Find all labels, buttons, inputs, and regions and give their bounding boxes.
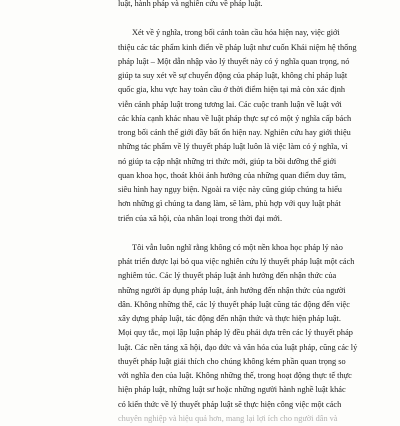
text-line: Xét về ý nghĩa, trong bối cảnh toàn cầu hóa hiện nay, việc giới [132, 28, 340, 38]
text-line: với nghĩa đen của luật. Không những thế, trong hoạt động thực tế thực [118, 371, 352, 380]
text-line: viễn cảnh pháp luật trong tương lai. Các cuộc tranh luận về luật với [118, 99, 342, 109]
text-line: luật. Các nền tảng xã hội, đạo đức và văn hóa của luật pháp, cũng các lý [118, 342, 358, 352]
text-line: hiện pháp luật, những luật sư hoặc những người hành nghề luật khác [118, 385, 346, 395]
text-line: nghiêm túc. Các lý thuyết pháp luật ảnh hưởng đến nhận thức của [118, 271, 337, 281]
text-line: siêu hình hay ngụy biện. Ngoài ra việc này cũng giúp chúng ta hiểu [118, 185, 342, 194]
text-line: quốc gia, khu vực hay toàn cầu ở thời điểm hiện tại mà còn xác định [118, 85, 346, 95]
paragraph-gap [118, 226, 351, 241]
text-line: trong bối cảnh thế giới đầy bất ổn hiện nay. Nghiên cứu hay giới thiệu [118, 128, 351, 137]
text-line: Mọi quy tắc, mọi lập luận pháp lý đều phải dựa trên các lý thuyết pháp [118, 328, 353, 338]
text-line: triển của xã hội, của nhân loại trong thời đại mới. [118, 213, 283, 223]
text-line: giúp ta suy xét về sự chuyển động của pháp luật, không chỉ pháp luật [118, 71, 348, 80]
text-line: thuyết pháp luật giải thích cho chúng không kém phần quan trọng so [118, 356, 346, 366]
body-text [118, 0, 358, 426]
text-line: quan khoa học, thoát khỏi ảnh hưởng của những quan điểm duy tâm, [118, 170, 347, 180]
text-line: nó giúp ta cập nhật những tri thức mới, giúp ta bồi dưỡng thế giới [118, 156, 337, 166]
text-line: dân. Không những thế, các lý thuyết pháp luật cũng tác động đến việc [118, 299, 350, 309]
text-line: các khía cạnh khác nhau về luật pháp thực sự có một ý nghĩa cấp bách [118, 113, 352, 123]
paragraph-1-tail: luật, hành pháp và nghiên cứu về pháp luật. [118, 0, 263, 8]
text-line: thiệu các tác phẩm kinh điển về pháp luật như cuốn Khái niệm hệ thống [118, 42, 357, 52]
text-line: pháp luật – Một dẫn nhập vào lý thuyết này có ý nghĩa quan trọng, nó [118, 56, 350, 66]
clipped-line: chuyên nghiệp và hiệu quả hơn, mang lại lợi ích cho người dân và [118, 413, 338, 423]
text-line: Tôi vẫn luôn nghĩ rằng không có một nền khoa học pháp lý nào [132, 242, 343, 252]
text-line: những tác phẩm về lý thuyết pháp luật luôn là việc làm có ý nghĩa, vì [118, 142, 348, 152]
paragraph-3 [118, 241, 358, 412]
text-line: hơn những gì chúng ta đang làm, sẽ làm, phù hợp với quy luật phát [118, 199, 341, 209]
paragraph-gap [118, 11, 351, 26]
text-line: xây dựng pháp luật, tác động đến nhận thức và thực hiện pháp luật. [118, 314, 341, 323]
paragraph-2 [118, 26, 357, 226]
text-line: có kiến thức về lý thuyết pháp luật sẽ thực hiện công việc một cách [118, 399, 342, 409]
text-line: những người áp dụng pháp luật, ảnh hưởng đến nhận thức của người [118, 285, 346, 295]
text-line: phát triển được lại bỏ qua việc nghiên cứu lý thuyết pháp luật một cách [118, 257, 355, 266]
